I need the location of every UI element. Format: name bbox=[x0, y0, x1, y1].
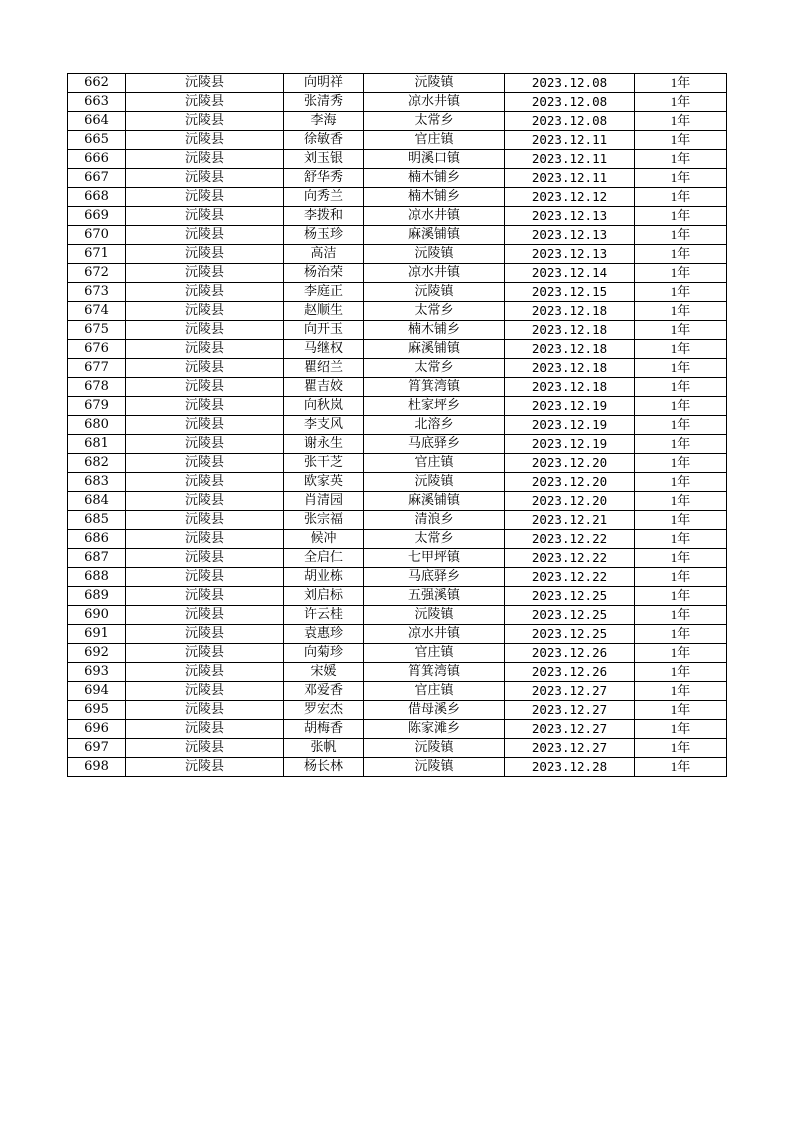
cell-county: 沅陵县 bbox=[126, 606, 284, 625]
cell-term: 1年 bbox=[635, 720, 727, 739]
cell-date: 2023.12.22 bbox=[505, 530, 635, 549]
cell-date: 2023.12.19 bbox=[505, 416, 635, 435]
cell-town: 马底驿乡 bbox=[364, 435, 505, 454]
cell-date: 2023.12.20 bbox=[505, 454, 635, 473]
records-table bbox=[67, 73, 727, 777]
cell-county: 沅陵县 bbox=[126, 131, 284, 150]
cell-date: 2023.12.13 bbox=[505, 245, 635, 264]
cell-number: 669 bbox=[68, 207, 126, 226]
cell-town: 官庄镇 bbox=[364, 131, 505, 150]
cell-town: 楠木铺乡 bbox=[364, 321, 505, 340]
cell-number: 675 bbox=[68, 321, 126, 340]
cell-date: 2023.12.11 bbox=[505, 150, 635, 169]
cell-town: 太常乡 bbox=[364, 359, 505, 378]
cell-term: 1年 bbox=[635, 264, 727, 283]
cell-name: 马继权 bbox=[284, 340, 364, 359]
cell-county: 沅陵县 bbox=[126, 568, 284, 587]
cell-date: 2023.12.21 bbox=[505, 511, 635, 530]
cell-name: 张帆 bbox=[284, 739, 364, 758]
table-row bbox=[68, 207, 727, 226]
cell-date: 2023.12.26 bbox=[505, 663, 635, 682]
cell-number: 672 bbox=[68, 264, 126, 283]
cell-number: 678 bbox=[68, 378, 126, 397]
cell-town: 五强溪镇 bbox=[364, 587, 505, 606]
table-row bbox=[68, 644, 727, 663]
cell-name: 向明祥 bbox=[284, 74, 364, 93]
cell-county: 沅陵县 bbox=[126, 150, 284, 169]
cell-name: 张清秀 bbox=[284, 93, 364, 112]
cell-number: 665 bbox=[68, 131, 126, 150]
cell-term: 1年 bbox=[635, 682, 727, 701]
cell-county: 沅陵县 bbox=[126, 302, 284, 321]
cell-town: 麻溪铺镇 bbox=[364, 340, 505, 359]
cell-term: 1年 bbox=[635, 169, 727, 188]
cell-date: 2023.12.18 bbox=[505, 359, 635, 378]
cell-date: 2023.12.19 bbox=[505, 435, 635, 454]
cell-name: 全启仁 bbox=[284, 549, 364, 568]
cell-date: 2023.12.27 bbox=[505, 701, 635, 720]
cell-town: 太常乡 bbox=[364, 302, 505, 321]
cell-county: 沅陵县 bbox=[126, 169, 284, 188]
cell-term: 1年 bbox=[635, 435, 727, 454]
table-row bbox=[68, 302, 727, 321]
cell-date: 2023.12.27 bbox=[505, 739, 635, 758]
table-row bbox=[68, 169, 727, 188]
cell-number: 689 bbox=[68, 587, 126, 606]
cell-name: 刘启标 bbox=[284, 587, 364, 606]
cell-town: 沅陵镇 bbox=[364, 74, 505, 93]
cell-number: 670 bbox=[68, 226, 126, 245]
cell-term: 1年 bbox=[635, 302, 727, 321]
cell-county: 沅陵县 bbox=[126, 739, 284, 758]
cell-town: 杜家坪乡 bbox=[364, 397, 505, 416]
cell-town: 凉水井镇 bbox=[364, 264, 505, 283]
cell-name: 向秀兰 bbox=[284, 188, 364, 207]
table-row bbox=[68, 720, 727, 739]
table-row bbox=[68, 226, 727, 245]
table-row bbox=[68, 416, 727, 435]
cell-county: 沅陵县 bbox=[126, 359, 284, 378]
cell-number: 680 bbox=[68, 416, 126, 435]
cell-county: 沅陵县 bbox=[126, 245, 284, 264]
cell-date: 2023.12.25 bbox=[505, 625, 635, 644]
cell-town: 沅陵镇 bbox=[364, 473, 505, 492]
cell-number: 697 bbox=[68, 739, 126, 758]
cell-name: 瞿吉姣 bbox=[284, 378, 364, 397]
cell-name: 肖清园 bbox=[284, 492, 364, 511]
table-row bbox=[68, 682, 727, 701]
cell-name: 胡梅香 bbox=[284, 720, 364, 739]
cell-town: 凉水井镇 bbox=[364, 93, 505, 112]
cell-term: 1年 bbox=[635, 549, 727, 568]
table-row bbox=[68, 283, 727, 302]
cell-number: 694 bbox=[68, 682, 126, 701]
cell-name: 张宗福 bbox=[284, 511, 364, 530]
cell-county: 沅陵县 bbox=[126, 549, 284, 568]
cell-term: 1年 bbox=[635, 492, 727, 511]
cell-term: 1年 bbox=[635, 701, 727, 720]
cell-number: 686 bbox=[68, 530, 126, 549]
cell-date: 2023.12.25 bbox=[505, 587, 635, 606]
cell-town: 沅陵镇 bbox=[364, 606, 505, 625]
cell-town: 筲箕湾镇 bbox=[364, 378, 505, 397]
cell-name: 李庭正 bbox=[284, 283, 364, 302]
cell-county: 沅陵县 bbox=[126, 473, 284, 492]
table-row bbox=[68, 245, 727, 264]
cell-county: 沅陵县 bbox=[126, 283, 284, 302]
cell-term: 1年 bbox=[635, 131, 727, 150]
cell-name: 杨玉珍 bbox=[284, 226, 364, 245]
table-row bbox=[68, 606, 727, 625]
cell-term: 1年 bbox=[635, 112, 727, 131]
table-row bbox=[68, 435, 727, 454]
cell-term: 1年 bbox=[635, 473, 727, 492]
cell-term: 1年 bbox=[635, 245, 727, 264]
table-row bbox=[68, 530, 727, 549]
cell-date: 2023.12.13 bbox=[505, 207, 635, 226]
cell-date: 2023.12.28 bbox=[505, 758, 635, 777]
cell-date: 2023.12.22 bbox=[505, 568, 635, 587]
cell-name: 杨治荣 bbox=[284, 264, 364, 283]
cell-number: 684 bbox=[68, 492, 126, 511]
cell-name: 徐敏香 bbox=[284, 131, 364, 150]
cell-county: 沅陵县 bbox=[126, 321, 284, 340]
cell-term: 1年 bbox=[635, 606, 727, 625]
cell-town: 沅陵镇 bbox=[364, 758, 505, 777]
cell-term: 1年 bbox=[635, 530, 727, 549]
table-row bbox=[68, 150, 727, 169]
table-row bbox=[68, 701, 727, 720]
cell-date: 2023.12.14 bbox=[505, 264, 635, 283]
cell-number: 662 bbox=[68, 74, 126, 93]
cell-name: 赵顺生 bbox=[284, 302, 364, 321]
cell-name: 向秋岚 bbox=[284, 397, 364, 416]
cell-town: 陈家滩乡 bbox=[364, 720, 505, 739]
cell-term: 1年 bbox=[635, 321, 727, 340]
cell-town: 北溶乡 bbox=[364, 416, 505, 435]
cell-county: 沅陵县 bbox=[126, 682, 284, 701]
cell-name: 向菊珍 bbox=[284, 644, 364, 663]
cell-county: 沅陵县 bbox=[126, 511, 284, 530]
table-row bbox=[68, 549, 727, 568]
cell-term: 1年 bbox=[635, 663, 727, 682]
cell-name: 舒华秀 bbox=[284, 169, 364, 188]
cell-county: 沅陵县 bbox=[126, 207, 284, 226]
cell-town: 太常乡 bbox=[364, 530, 505, 549]
cell-town: 楠木铺乡 bbox=[364, 169, 505, 188]
cell-town: 清浪乡 bbox=[364, 511, 505, 530]
cell-town: 麻溪铺镇 bbox=[364, 226, 505, 245]
cell-date: 2023.12.22 bbox=[505, 549, 635, 568]
cell-name: 谢永生 bbox=[284, 435, 364, 454]
cell-county: 沅陵县 bbox=[126, 701, 284, 720]
cell-term: 1年 bbox=[635, 454, 727, 473]
cell-number: 666 bbox=[68, 150, 126, 169]
cell-town: 沅陵镇 bbox=[364, 283, 505, 302]
cell-term: 1年 bbox=[635, 93, 727, 112]
cell-date: 2023.12.12 bbox=[505, 188, 635, 207]
cell-number: 683 bbox=[68, 473, 126, 492]
table-row bbox=[68, 454, 727, 473]
cell-name: 李拨和 bbox=[284, 207, 364, 226]
cell-term: 1年 bbox=[635, 340, 727, 359]
cell-number: 673 bbox=[68, 283, 126, 302]
cell-county: 沅陵县 bbox=[126, 530, 284, 549]
cell-number: 696 bbox=[68, 720, 126, 739]
cell-term: 1年 bbox=[635, 587, 727, 606]
table-row bbox=[68, 587, 727, 606]
cell-date: 2023.12.18 bbox=[505, 340, 635, 359]
cell-date: 2023.12.19 bbox=[505, 397, 635, 416]
cell-county: 沅陵县 bbox=[126, 112, 284, 131]
cell-number: 695 bbox=[68, 701, 126, 720]
cell-name: 杨长林 bbox=[284, 758, 364, 777]
cell-date: 2023.12.15 bbox=[505, 283, 635, 302]
cell-date: 2023.12.08 bbox=[505, 93, 635, 112]
cell-term: 1年 bbox=[635, 359, 727, 378]
table-row bbox=[68, 264, 727, 283]
cell-name: 邓爱香 bbox=[284, 682, 364, 701]
cell-name: 宋媛 bbox=[284, 663, 364, 682]
cell-county: 沅陵县 bbox=[126, 758, 284, 777]
cell-number: 668 bbox=[68, 188, 126, 207]
cell-county: 沅陵县 bbox=[126, 397, 284, 416]
cell-number: 663 bbox=[68, 93, 126, 112]
cell-name: 袁惠珍 bbox=[284, 625, 364, 644]
cell-name: 许云桂 bbox=[284, 606, 364, 625]
cell-date: 2023.12.20 bbox=[505, 473, 635, 492]
cell-date: 2023.12.08 bbox=[505, 112, 635, 131]
table-row bbox=[68, 492, 727, 511]
cell-term: 1年 bbox=[635, 283, 727, 302]
cell-county: 沅陵县 bbox=[126, 644, 284, 663]
cell-name: 李海 bbox=[284, 112, 364, 131]
cell-number: 667 bbox=[68, 169, 126, 188]
cell-number: 698 bbox=[68, 758, 126, 777]
cell-name: 瞿绍兰 bbox=[284, 359, 364, 378]
cell-date: 2023.12.20 bbox=[505, 492, 635, 511]
cell-town: 官庄镇 bbox=[364, 644, 505, 663]
cell-town: 筲箕湾镇 bbox=[364, 663, 505, 682]
table-row bbox=[68, 568, 727, 587]
cell-date: 2023.12.13 bbox=[505, 226, 635, 245]
cell-number: 671 bbox=[68, 245, 126, 264]
cell-county: 沅陵县 bbox=[126, 492, 284, 511]
cell-county: 沅陵县 bbox=[126, 663, 284, 682]
cell-town: 官庄镇 bbox=[364, 454, 505, 473]
table-row bbox=[68, 625, 727, 644]
cell-date: 2023.12.11 bbox=[505, 169, 635, 188]
cell-county: 沅陵县 bbox=[126, 435, 284, 454]
cell-term: 1年 bbox=[635, 511, 727, 530]
cell-name: 高洁 bbox=[284, 245, 364, 264]
cell-county: 沅陵县 bbox=[126, 454, 284, 473]
cell-county: 沅陵县 bbox=[126, 625, 284, 644]
cell-town: 明溪口镇 bbox=[364, 150, 505, 169]
cell-term: 1年 bbox=[635, 416, 727, 435]
cell-number: 692 bbox=[68, 644, 126, 663]
cell-number: 691 bbox=[68, 625, 126, 644]
cell-term: 1年 bbox=[635, 226, 727, 245]
cell-town: 麻溪铺镇 bbox=[364, 492, 505, 511]
cell-name: 欧家英 bbox=[284, 473, 364, 492]
cell-county: 沅陵县 bbox=[126, 340, 284, 359]
cell-date: 2023.12.11 bbox=[505, 131, 635, 150]
cell-county: 沅陵县 bbox=[126, 188, 284, 207]
cell-county: 沅陵县 bbox=[126, 587, 284, 606]
cell-name: 刘玉银 bbox=[284, 150, 364, 169]
cell-number: 674 bbox=[68, 302, 126, 321]
table-row bbox=[68, 378, 727, 397]
cell-town: 沅陵镇 bbox=[364, 739, 505, 758]
cell-town: 凉水井镇 bbox=[364, 207, 505, 226]
cell-town: 楠木铺乡 bbox=[364, 188, 505, 207]
cell-county: 沅陵县 bbox=[126, 264, 284, 283]
table-row bbox=[68, 131, 727, 150]
cell-town: 七甲坪镇 bbox=[364, 549, 505, 568]
cell-date: 2023.12.25 bbox=[505, 606, 635, 625]
cell-number: 693 bbox=[68, 663, 126, 682]
table-row bbox=[68, 74, 727, 93]
cell-date: 2023.12.18 bbox=[505, 378, 635, 397]
cell-town: 凉水井镇 bbox=[364, 625, 505, 644]
cell-term: 1年 bbox=[635, 644, 727, 663]
cell-term: 1年 bbox=[635, 378, 727, 397]
table-row bbox=[68, 397, 727, 416]
cell-date: 2023.12.26 bbox=[505, 644, 635, 663]
table-row bbox=[68, 739, 727, 758]
cell-term: 1年 bbox=[635, 188, 727, 207]
cell-number: 677 bbox=[68, 359, 126, 378]
cell-county: 沅陵县 bbox=[126, 226, 284, 245]
cell-name: 李支风 bbox=[284, 416, 364, 435]
cell-town: 借母溪乡 bbox=[364, 701, 505, 720]
cell-name: 向开玉 bbox=[284, 321, 364, 340]
cell-number: 679 bbox=[68, 397, 126, 416]
records-table-body bbox=[68, 74, 727, 777]
table-row bbox=[68, 663, 727, 682]
table-row bbox=[68, 473, 727, 492]
cell-number: 688 bbox=[68, 568, 126, 587]
cell-county: 沅陵县 bbox=[126, 378, 284, 397]
cell-number: 690 bbox=[68, 606, 126, 625]
cell-number: 685 bbox=[68, 511, 126, 530]
cell-term: 1年 bbox=[635, 568, 727, 587]
cell-number: 681 bbox=[68, 435, 126, 454]
table-row bbox=[68, 321, 727, 340]
cell-date: 2023.12.27 bbox=[505, 720, 635, 739]
cell-number: 664 bbox=[68, 112, 126, 131]
table-row bbox=[68, 188, 727, 207]
cell-term: 1年 bbox=[635, 758, 727, 777]
cell-date: 2023.12.08 bbox=[505, 74, 635, 93]
table-row bbox=[68, 758, 727, 777]
table-row bbox=[68, 112, 727, 131]
cell-town: 沅陵镇 bbox=[364, 245, 505, 264]
cell-term: 1年 bbox=[635, 150, 727, 169]
cell-county: 沅陵县 bbox=[126, 93, 284, 112]
cell-term: 1年 bbox=[635, 74, 727, 93]
cell-term: 1年 bbox=[635, 397, 727, 416]
cell-town: 官庄镇 bbox=[364, 682, 505, 701]
cell-term: 1年 bbox=[635, 207, 727, 226]
table-row bbox=[68, 93, 727, 112]
cell-date: 2023.12.18 bbox=[505, 302, 635, 321]
cell-date: 2023.12.18 bbox=[505, 321, 635, 340]
cell-county: 沅陵县 bbox=[126, 74, 284, 93]
cell-name: 候冲 bbox=[284, 530, 364, 549]
cell-number: 676 bbox=[68, 340, 126, 359]
table-row bbox=[68, 511, 727, 530]
cell-number: 687 bbox=[68, 549, 126, 568]
cell-name: 罗宏杰 bbox=[284, 701, 364, 720]
cell-town: 太常乡 bbox=[364, 112, 505, 131]
cell-name: 胡业栋 bbox=[284, 568, 364, 587]
cell-date: 2023.12.27 bbox=[505, 682, 635, 701]
cell-name: 张干芝 bbox=[284, 454, 364, 473]
cell-term: 1年 bbox=[635, 625, 727, 644]
table-row bbox=[68, 359, 727, 378]
cell-number: 682 bbox=[68, 454, 126, 473]
cell-term: 1年 bbox=[635, 739, 727, 758]
table-row bbox=[68, 340, 727, 359]
cell-county: 沅陵县 bbox=[126, 720, 284, 739]
cell-town: 马底驿乡 bbox=[364, 568, 505, 587]
cell-county: 沅陵县 bbox=[126, 416, 284, 435]
